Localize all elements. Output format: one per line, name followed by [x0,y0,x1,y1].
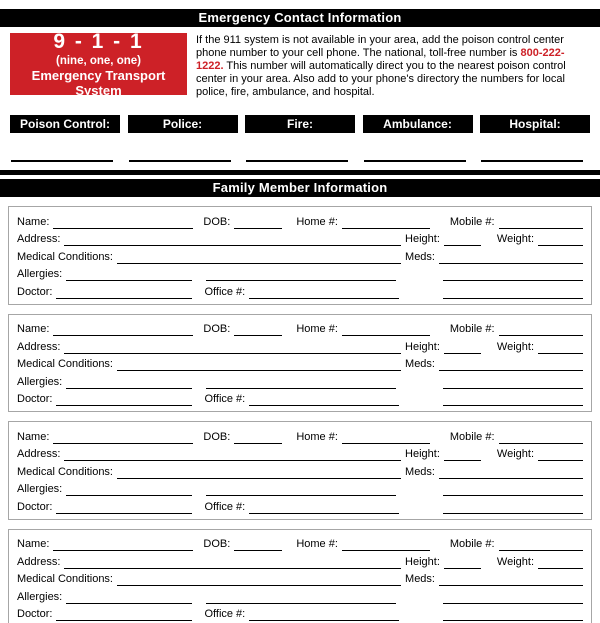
weight-blank-line [538,557,583,569]
doctor-label: Doctor: [17,608,53,621]
hospital-label: Hospital: [480,115,590,133]
meds-continuation-line-2 [443,502,583,514]
page-title: Emergency Contact Information [198,10,402,25]
dob-label: DOB: [203,430,231,443]
weight-blank-line [538,342,583,354]
doctor-blank-line [56,394,192,406]
poison-control-instructions [196,33,590,99]
mobile-phone-label: Mobile #: [449,215,495,228]
doctor-blank-line [56,502,192,514]
allergies-label: Allergies: [17,590,63,603]
doctor-blank-line [56,609,192,621]
family-member-block [8,314,592,413]
meds-label: Meds: [405,465,435,478]
mobile-phone-label: Mobile #: [449,323,495,336]
weight-blank-line [538,449,583,461]
address-label: Address: [17,233,61,246]
911-system-name: Emergency Transport System [31,68,166,98]
member-row-address [17,229,583,247]
instructions-text-tail: This number will automatically direct you to the nearest poison control center in your area. Also add to your phone's directory the numbers for local police, fire, ambulance, and hospital. [196,60,566,99]
911-number: 9 - 1 - 1 [53,30,144,53]
home-phone-label: Home #: [296,323,338,336]
poison-control-blank-line [11,160,113,162]
medical-conditions-label: Medical Conditions: [17,250,113,263]
mobile-phone-blank-line [499,432,583,444]
doctor-label: Doctor: [17,500,53,513]
dob-blank-line [234,324,282,336]
meds-continuation-line [443,269,583,281]
address-label: Address: [17,448,61,461]
fire-label: Fire: [245,115,355,133]
height-label: Height: [405,555,440,568]
name-label: Name: [17,430,50,443]
member-row-allergies [17,586,583,604]
height-label: Height: [405,340,440,353]
member-row-medical [17,354,583,372]
weight-label: Weight: [496,233,534,246]
contact-column-hospital [480,115,590,162]
member-row-address [17,551,583,569]
office-phone-label: Office #: [204,393,246,406]
meds-continuation-line-2 [443,394,583,406]
doctor-label: Doctor: [17,393,53,406]
medical-conditions-label: Medical Conditions: [17,573,113,586]
meds-continuation-line [443,377,583,389]
allergies-label: Allergies: [17,268,63,281]
member-row-medical [17,246,583,264]
height-blank-line [444,234,481,246]
home-phone-blank-line [342,432,430,444]
fire-blank-line [246,160,348,162]
name-label: Name: [17,323,50,336]
member-row-doctor [17,389,583,407]
member-row-name [17,211,583,229]
address-label: Address: [17,340,61,353]
dob-label: DOB: [203,215,231,228]
height-blank-line [444,557,481,569]
allergies-blank-line [66,484,192,496]
member-row-address [17,444,583,462]
medical-conditions-blank-line [117,252,401,264]
height-label: Height: [405,448,440,461]
meds-label: Meds: [405,358,435,371]
meds-continuation-line-2 [443,287,583,299]
allergies-blank-line [66,592,192,604]
family-member-block [8,421,592,520]
police-blank-line [129,160,231,162]
meds-label: Meds: [405,250,435,263]
medical-conditions-label: Medical Conditions: [17,465,113,478]
section-divider-rule [0,170,600,175]
meds-blank-line [439,574,583,586]
weight-label: Weight: [496,340,534,353]
name-label: Name: [17,538,50,551]
name-blank-line [53,324,193,336]
office-phone-label: Office #: [204,285,246,298]
meds-continuation-line [443,484,583,496]
medical-conditions-continuation-line [206,377,396,389]
office-phone-blank-line [249,287,399,299]
address-label: Address: [17,555,61,568]
doctor-label: Doctor: [17,285,53,298]
emergency-911-section [10,30,590,99]
medical-conditions-label: Medical Conditions: [17,358,113,371]
weight-blank-line [538,234,583,246]
address-blank-line [64,557,401,569]
member-row-doctor [17,281,583,299]
office-phone-label: Office #: [204,608,246,621]
instructions-text-lead: If the 911 system is not available in your area, add the poison control center phone number to your cell phone. The national, toll-free number is [196,34,564,60]
meds-blank-line [439,467,583,479]
medical-conditions-continuation-line [206,484,396,496]
family-member-list [0,206,600,623]
weight-label: Weight: [496,448,534,461]
name-blank-line [53,539,193,551]
dob-blank-line [234,217,282,229]
dob-blank-line [234,539,282,551]
allergies-label: Allergies: [17,483,63,496]
name-blank-line [53,217,193,229]
doctor-blank-line [56,287,192,299]
address-blank-line [64,449,401,461]
member-row-allergies [17,479,583,497]
contact-column-ambulance [363,115,473,162]
height-blank-line [444,449,481,461]
meds-continuation-line [443,592,583,604]
office-phone-blank-line [249,394,399,406]
ambulance-blank-line [364,160,466,162]
mobile-phone-label: Mobile #: [449,430,495,443]
emergency-contacts-row [10,115,590,162]
member-row-doctor [17,496,583,514]
dob-label: DOB: [203,538,231,551]
member-row-allergies [17,371,583,389]
home-phone-label: Home #: [296,215,338,228]
poison-control-label: Poison Control: [10,115,120,133]
dob-label: DOB: [203,323,231,336]
member-row-medical [17,461,583,479]
home-phone-blank-line [342,217,430,229]
dob-blank-line [234,432,282,444]
911-red-box [10,30,187,98]
family-member-block [8,206,592,305]
home-phone-label: Home #: [296,430,338,443]
member-row-name [17,426,583,444]
medical-conditions-blank-line [117,467,401,479]
weight-label: Weight: [496,555,534,568]
hospital-blank-line [481,160,583,162]
home-phone-blank-line [342,539,430,551]
family-section-title: Family Member Information [212,180,388,196]
medical-conditions-blank-line [117,359,401,371]
meds-blank-line [439,252,583,264]
member-row-name [17,534,583,552]
allergies-label: Allergies: [17,375,63,388]
allergies-blank-line [66,269,192,281]
address-blank-line [64,234,401,246]
911-number-words: (nine, one, one) [56,55,141,67]
office-phone-label: Office #: [204,500,246,513]
police-label: Police: [128,115,238,133]
contact-column-fire [245,115,355,162]
member-row-name [17,319,583,337]
poison-control-phone-number: 800-222-1222. [196,47,565,73]
name-blank-line [53,432,193,444]
contact-column-police [128,115,238,162]
meds-blank-line [439,359,583,371]
member-row-allergies [17,264,583,282]
address-blank-line [64,342,401,354]
ambulance-label: Ambulance: [363,115,473,133]
home-phone-label: Home #: [296,538,338,551]
emergency-contact-header-bar [0,9,600,27]
medical-conditions-blank-line [117,574,401,586]
member-row-address [17,336,583,354]
member-row-doctor [17,604,583,622]
office-phone-blank-line [249,609,399,621]
mobile-phone-label: Mobile #: [449,538,495,551]
contact-column-poison-control [10,115,120,162]
height-label: Height: [405,233,440,246]
family-member-block [8,529,592,623]
medical-conditions-continuation-line [206,269,396,281]
height-blank-line [444,342,481,354]
office-phone-blank-line [249,502,399,514]
member-row-medical [17,569,583,587]
medical-conditions-continuation-line [206,592,396,604]
name-label: Name: [17,215,50,228]
meds-continuation-line-2 [443,609,583,621]
mobile-phone-blank-line [499,539,583,551]
mobile-phone-blank-line [499,324,583,336]
allergies-blank-line [66,377,192,389]
meds-label: Meds: [405,573,435,586]
home-phone-blank-line [342,324,430,336]
family-member-header-bar [0,179,600,197]
mobile-phone-blank-line [499,217,583,229]
